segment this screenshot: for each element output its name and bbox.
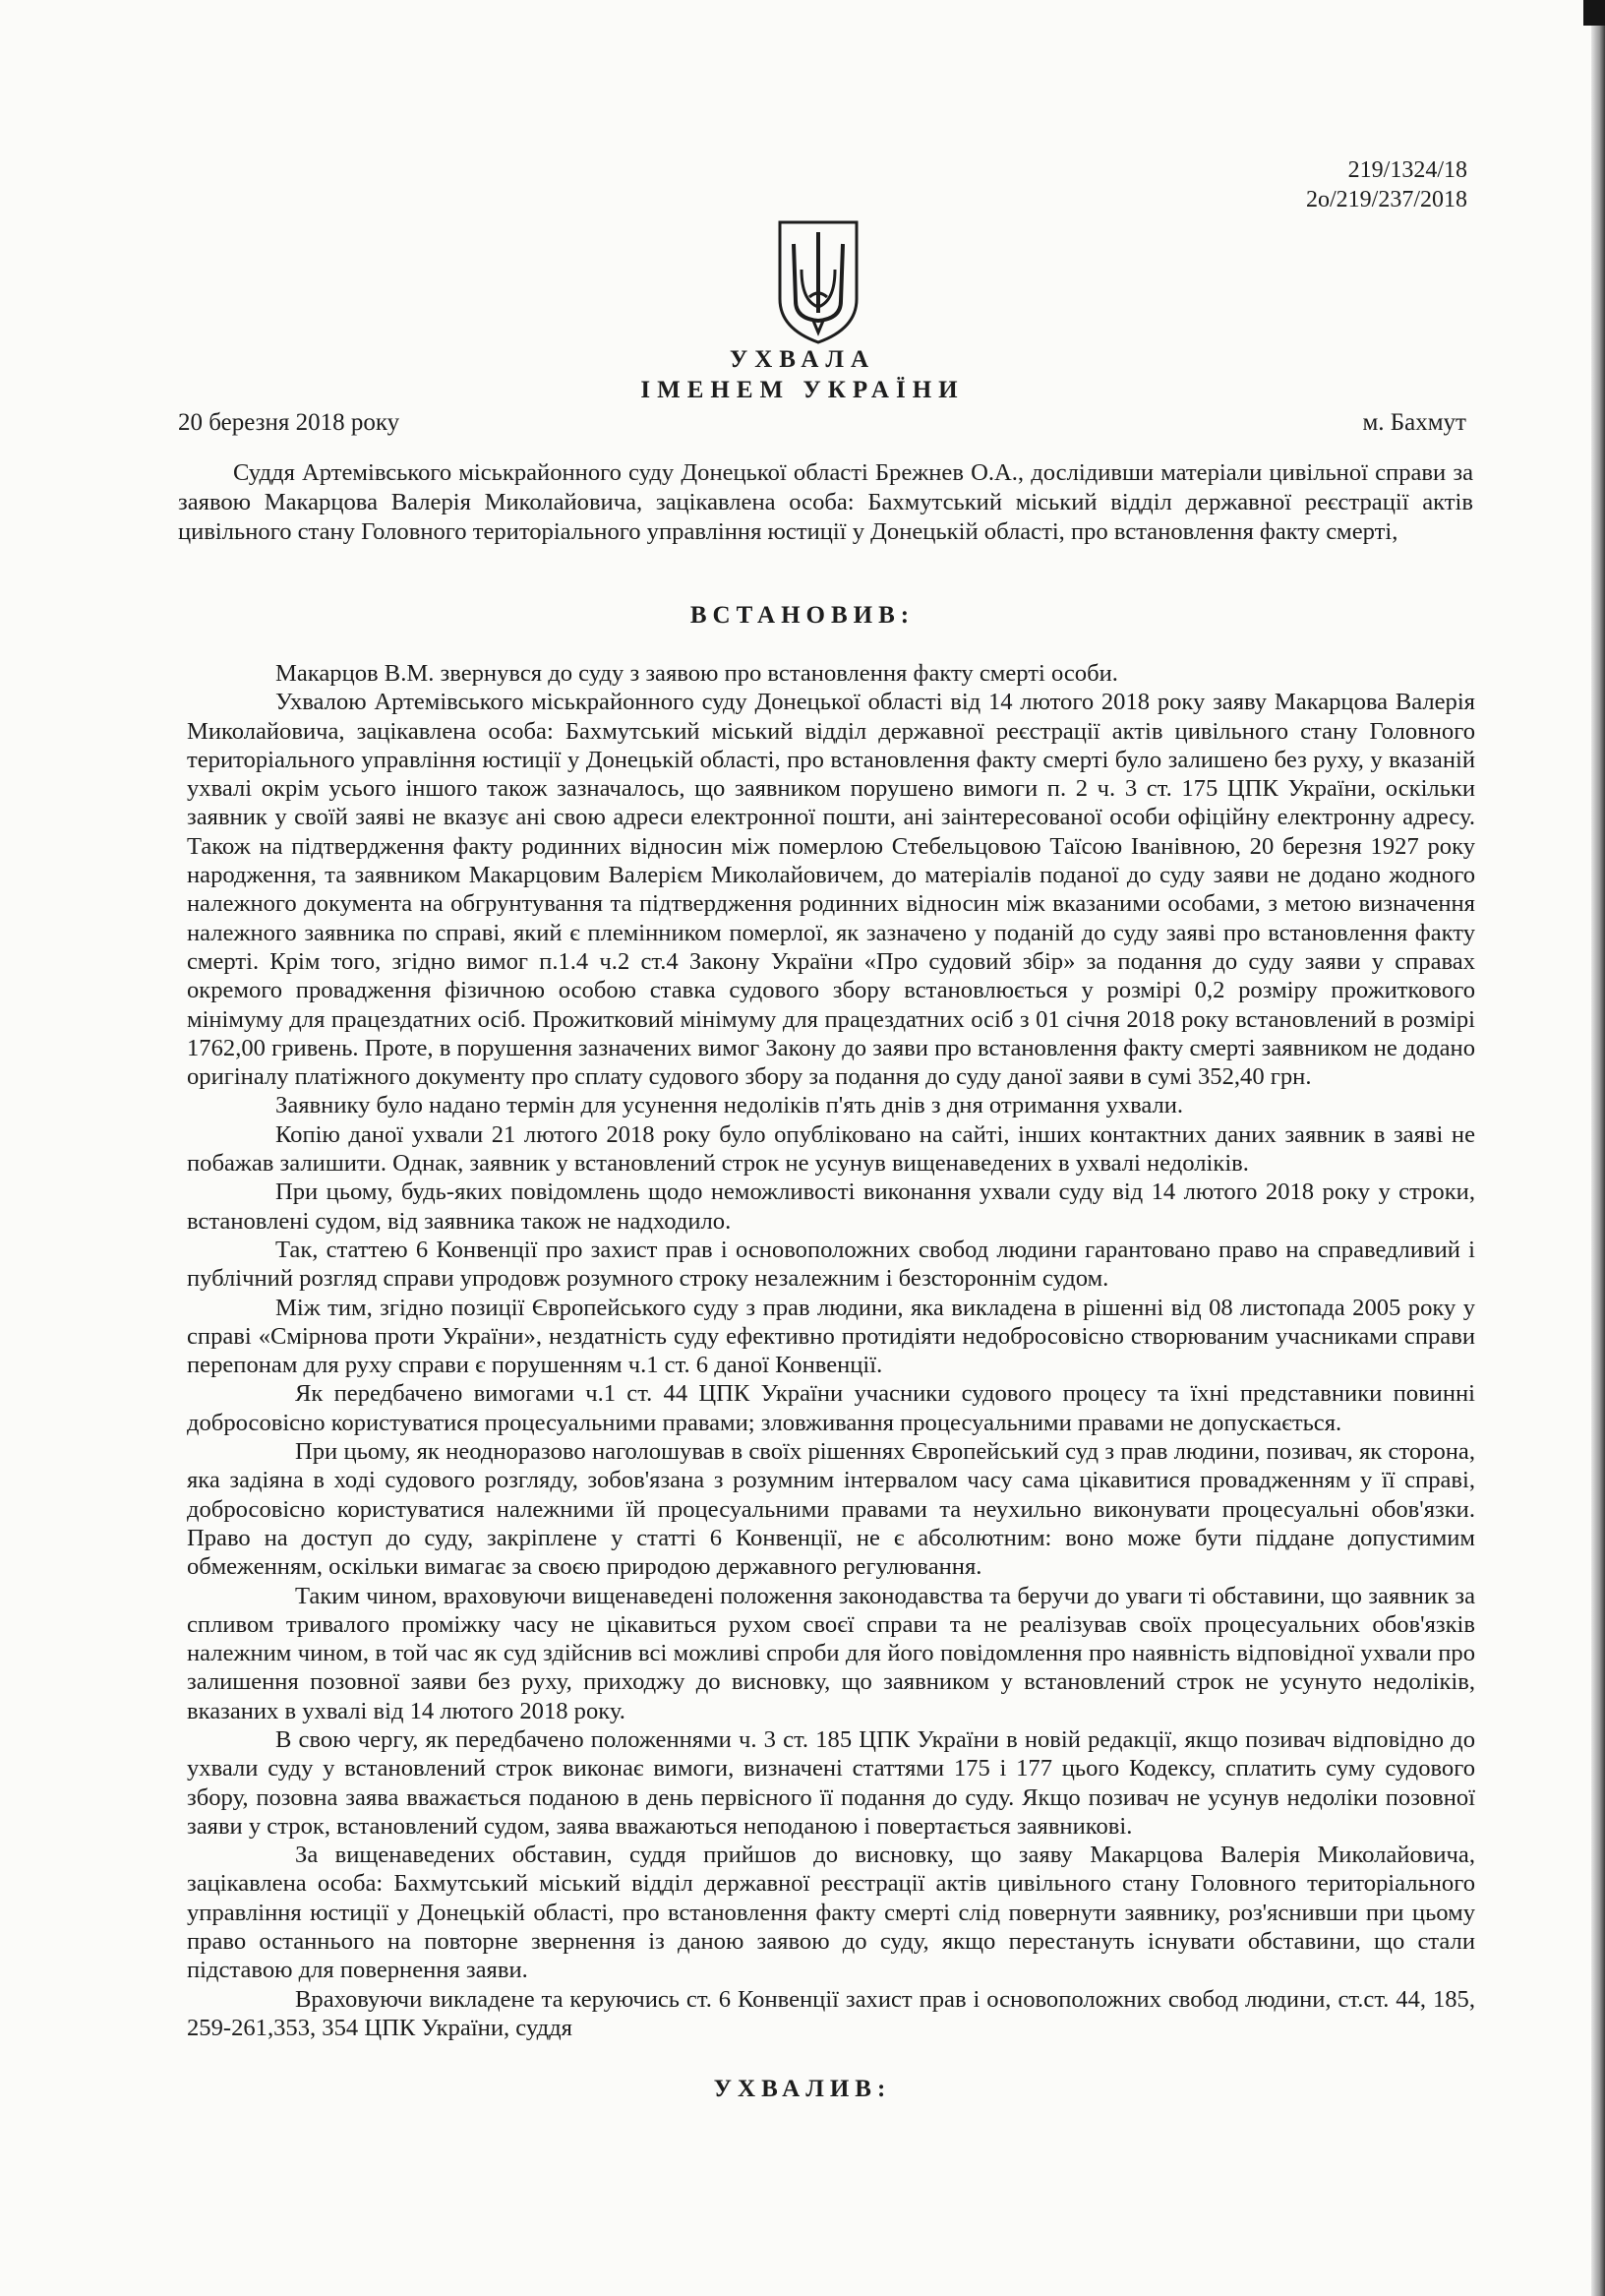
section-heading-established: ВСТАНОВИВ: [689,602,916,629]
body-paragraph: Ухвалою Артемівського міськрайонного суду Донецької області від 14 лютого 2018 року заяву Макарцова Валерія Миколайовича, зацікавлена особа: Бахмутський міський відділ державної реєстрації актів цивільного стану Головного територіального управління юстиції у Донецькій області, про встановлення факту смерті було залишено без руху, у вказаній ухвалі окрім усього іншого також зазначалось, що заявником порушено вимоги п. 2 ч. 3 ст. 175 ЦПК України, оскільки заявник у своїй заяві не вказує ані свою адреси електронної пошти, ані заінтересованої особи офіційну електронну адресу. Також на підтвердження факту родинних відносин між померлою Стебельцовою Таїсою Іванівною, 20 березня 1927 року народження, та заявником Макарцовим Валерієм Миколайовичем, до матеріалів поданої до суду заяви не додано жодного належного документа на обгрунтування та підтвердження родинних відносин між вказаними особами, з метою визначення належного заявника по справі, який є племінником померлої, як зазначено у поданій до суду заяві про встановлення факту смерті. Крім того, згідно вимог п.1.4 ч.2 ст.4 Закону України «Про судовий збір» за подання до суду заяви у справах окремого провадження фізичною особою ставка судового збору встановлюється у розмірі 0,2 розміру прожиткового мінімуму для працездатних осіб. Прожитковий мінімуму для працездатних осіб з 01 січня 2018 року встановлений в розмірі 1762,00 гривень. Проте, в порушення зазначених вимог Закону до заяви про встановлення факту смерті заявником не додано оригіналу платіжного документу про сплату судового збору за подання до суду даної заяви в сумі 352,40 грн. [187,689,1475,1091]
scan-corner-mark [1583,0,1605,26]
document-subtitle: ІМЕНЕМ УКРАЇНИ [640,377,965,403]
body-paragraph: При цьому, будь-яких повідомлень щодо неможливості виконання ухвали суду від 14 лютого 2018 року у строки, встановлені судом, від заявника також не надходило. [187,1178,1475,1235]
case-numbers [1306,155,1467,214]
scan-edge [1591,0,1605,2296]
body-paragraph: В свою чергу, як передбачено положеннями ч. 3 ст. 185 ЦПК України в новій редакції, якщо позивач відповідно до ухвали суду у встановлений строк виконає вимоги, визначені статтями 175 і 177 цього Кодексу, сплатить суму судового збору, позовна заява вважається поданою в день первісного її подання до суду. Якщо позивач не усунув недоліки позовної заяви у строк, встановлений судом, заява вважаються неподаною і повертається заявникові. [187,1725,1475,1840]
document-city: м. Бахмут [1362,409,1466,436]
section-heading-resolved: УХВАЛИВ: [713,2076,892,2102]
document-title: УХВАЛА [729,346,876,373]
body-paragraph: Копію даної ухвали 21 лютого 2018 року було опубліковано на сайті, інших контактних даних заявник в заяві не побажав залишити. Однак, заявник у встановлений строк не усунув вищенаведених в ухвалі недоліків. [187,1120,1475,1178]
case-number-secondary: 2о/219/237/2018 [1305,187,1467,212]
body-paragraph: Як передбачено вимогами ч.1 ст. 44 ЦПК України учасники судового процесу та їхні представники повинні добросовісно користуватися процесуальними правами; зловживання процесуальними правами не допускається. [187,1380,1475,1436]
body-paragraph: Між тим, згідно позиції Європейського суду з прав людини, яка викладена в рішенні від 08 листопада 2005 року у справі «Смірнова проти України», нездатність суду ефективно протидіяти недобросовісно створюваним учасниками справи перепонам для руху справи є порушенням ч.1 ст. 6 даної Конвенції. [187,1294,1475,1379]
intro-paragraph: Суддя Артемівського міськрайонного суду Донецької області Брежнев О.А., дослідивши матеріали цивільної справи за заявою Макарцова Валерія Миколайовича, зацікавлена особа: Бахмутський міський відділ державної реєстрації актів цивільного стану Головного територіального управління юстиції у Донецькій області, про встановлення факту смерті, [178,459,1473,545]
document-date: 20 березня 2018 року [178,409,400,436]
case-number-primary: 219/1324/18 [1347,157,1467,183]
body-paragraph: Макарцов В.М. звернувся до суду з заявою про встановлення факту смерті особи. [275,660,1118,687]
body-paragraph: За вищенаведених обставин, суддя прийшов до висновку, що заяву Макарцова Валерія Миколайовича, зацікавлена особа: Бахмутський міський відділ державної реєстрації актів цивільного стану Головного територіального управління юстиції у Донецькій області, про встановлення факту смерті слід повернути заявнику, роз'яснивши при цьому право останнього на повторне звернення із даною заявою до суду, якщо перестануть існувати обставини, що стали підставою для повернення заяви. [187,1842,1475,1984]
body-paragraph: Враховуючи викладене та керуючись ст. 6 Конвенції захист прав і основоположних свобод людини, ст.ст. 44, 185, 259-261,353, 354 ЦПК України, суддя [187,1985,1475,2041]
body-paragraph: Заявнику було надано термін для усунення недоліків п'ять днів з дня отримання ухвали. [275,1092,1184,1119]
body-paragraph: Так, статтею 6 Конвенції про захист прав і основоположних свобод людини гарантовано право на справедливий і публічний розгляд справи упродовж розумного строку незалежним і безстороннім судом. [187,1236,1475,1293]
coat-of-arms-trident-icon [774,218,862,346]
body-paragraph: Таким чином, враховуючи вищенаведені положення законодавства та беручи до уваги ті обставини, що заявник за спливом тривалого проміжку часу не цікавиться рухом своєї справи та не реалізував своїх процесуальних обов'язків належним чином, в той час як суд здійснив всі можливі спроби для його повідомлення про наявність відповідної ухвали про залишення позовної заяви без руху, приходжу до висновку, що заявником у встановлений строк не усунуто недоліків, вказаних в ухвалі від 14 лютого 2018 року. [187,1582,1475,1724]
body-text [187,659,1475,2042]
body-paragraph: При цьому, як неодноразово наголошував в своїх рішеннях Європейський суд з прав людини, позивач, як сторона, яка задіяна в ході судового розгляду, зобов'язана з розумним інтервалом часу сама цікавитися провадженням у її справі, добросовісно користуватися належними їй процесуальними правами та неухильно виконувати процесуальні обов'язки. Право на доступ до суду, закріплене у статті 6 Конвенції, не є абсолютним: воно може бути піддане допустимим обмеженням, оскільки вимагає за своєю природою державного регулювання. [187,1438,1475,1581]
